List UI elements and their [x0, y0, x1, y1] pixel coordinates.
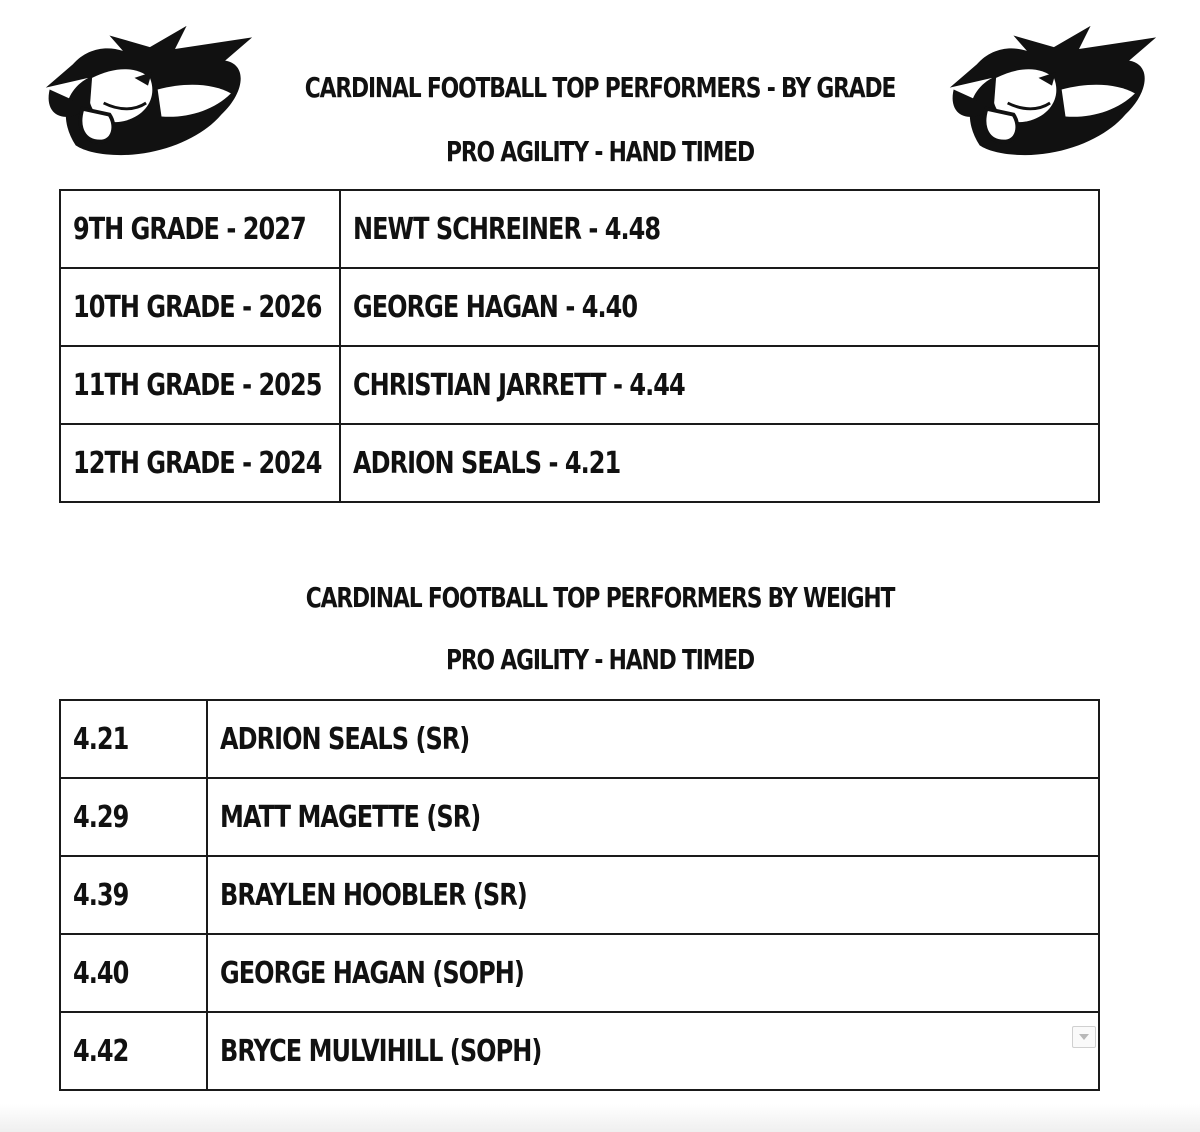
- time-cell: 4.42: [60, 1012, 207, 1090]
- performer-cell: ADRION SEALS - 4.21: [340, 424, 1099, 502]
- table-row: [60, 424, 1099, 502]
- time-cell: 4.39: [60, 856, 207, 934]
- athlete-cell: GEORGE HAGAN (SOPH): [207, 934, 1099, 1012]
- grade-cell: 10TH GRADE - 2026: [60, 268, 340, 346]
- table-row: [60, 346, 1099, 424]
- athlete-cell: ADRION SEALS (SR): [207, 700, 1099, 778]
- table-row: [60, 1012, 1099, 1090]
- grade-cell: 12TH GRADE - 2024: [60, 424, 340, 502]
- time-cell: 4.29: [60, 778, 207, 856]
- time-cell: 4.21: [60, 700, 207, 778]
- section-title: CARDINAL FOOTBALL TOP PERFORMERS BY WEIGHT: [305, 581, 895, 614]
- performer-cell: GEORGE HAGAN - 4.40: [340, 268, 1099, 346]
- dropdown-arrow-icon[interactable]: [1072, 1026, 1096, 1048]
- page-subtitle: PRO AGILITY - HAND TIMED: [446, 135, 754, 168]
- table-row: [60, 268, 1099, 346]
- bottom-shadow: [0, 1104, 1200, 1132]
- by-grade-table: [59, 189, 1100, 503]
- athlete-cell: MATT MAGETTE (SR): [207, 778, 1099, 856]
- time-cell: 4.40: [60, 934, 207, 1012]
- table-row: [60, 700, 1099, 778]
- table-row: [60, 190, 1099, 268]
- athlete-cell: BRYCE MULVIHILL (SOPH): [207, 1012, 1099, 1090]
- grade-cell: 11TH GRADE - 2025: [60, 346, 340, 424]
- table-row: [60, 778, 1099, 856]
- table-row: [60, 934, 1099, 1012]
- performer-cell: CHRISTIAN JARRETT - 4.44: [340, 346, 1099, 424]
- section-subtitle: PRO AGILITY - HAND TIMED: [446, 643, 754, 676]
- performer-cell: NEWT SCHREINER - 4.48: [340, 190, 1099, 268]
- page-title: CARDINAL FOOTBALL TOP PERFORMERS - BY GRADE: [304, 71, 896, 104]
- athlete-cell: BRAYLEN HOOBLER (SR): [207, 856, 1099, 934]
- grade-cell: 9TH GRADE - 2027: [60, 190, 340, 268]
- table-row: [60, 856, 1099, 934]
- by-weight-table: [59, 699, 1100, 1091]
